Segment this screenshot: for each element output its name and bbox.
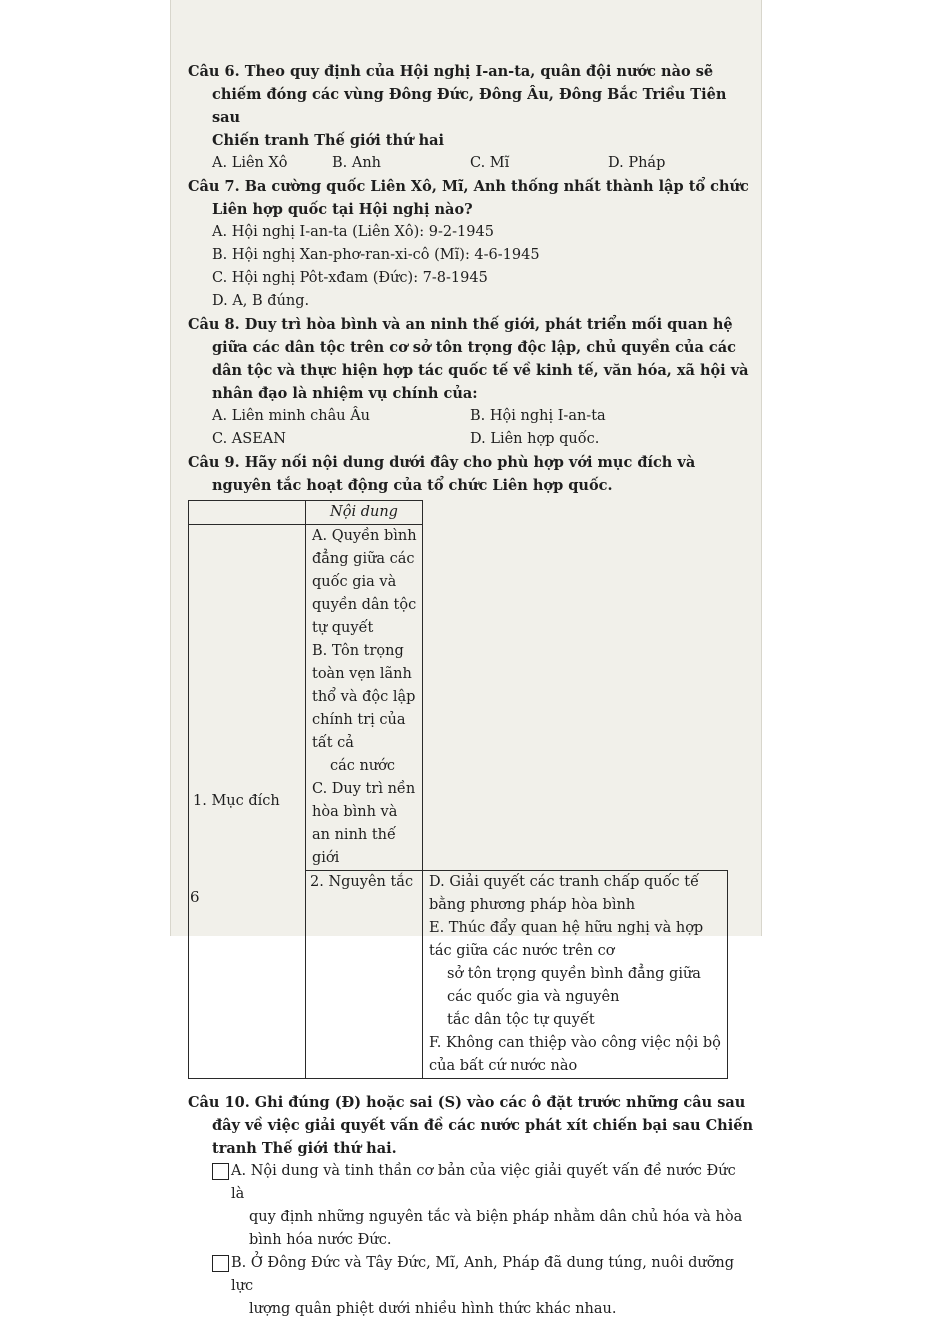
row-b-line: các nước: [330, 758, 396, 774]
question-9-title-line: Câu 9. Hãy nối nội dung dưới đây cho phù hợp với mục đích và: [188, 454, 696, 471]
question-10: [188, 1091, 753, 1321]
matching-table: [188, 500, 728, 1079]
question-7-option-a: A. Hội nghị I-an-ta (Liên Xô): 9-2-1945: [212, 224, 494, 240]
question-9-title-line: nguyên tắc hoạt động của tổ chức Liên hợp quốc.: [212, 477, 613, 494]
statement-b-text: [231, 1252, 753, 1321]
row-d-line: D. Giải quyết các tranh chấp quốc tế bằng phương pháp hòa bình: [429, 874, 699, 913]
question-8-option-d: D. Liên hợp quốc.: [470, 431, 600, 447]
left-label-principle: [306, 871, 423, 1079]
question-7-option-d: D. A, B đúng.: [212, 293, 310, 309]
question-8-option-b: B. Hội nghị I-an-ta: [470, 408, 606, 424]
table-header-row: [189, 501, 728, 525]
question-7-title: [188, 175, 753, 221]
question-6: [188, 60, 753, 175]
question-9-title: [188, 451, 753, 497]
table-row: [189, 525, 728, 871]
question-8-option-c: C. ASEAN: [212, 431, 286, 447]
question-7-title-line: Câu 7. Ba cường quốc Liên Xô, Mĩ, Anh thống nhất thành lập tổ chức: [188, 178, 749, 195]
question-6-title-line: Chiến tranh Thế giới thứ hai: [212, 132, 445, 149]
statement-a-line: quy định những nguyên tắc và biện pháp nhằm dân chủ hóa và hòa: [249, 1209, 743, 1225]
statement-b-line: B. Ở Đông Đức và Tây Đức, Mĩ, Anh, Pháp đã dung túng, nuôi dưỡng lực: [231, 1255, 735, 1294]
question-6-option-b: B. Anh: [332, 155, 382, 171]
question-9: [188, 451, 753, 1079]
question-10-title-line: Câu 10. Ghi đúng (Đ) hoặc sai (S) vào các ô đặt trước những câu sau: [188, 1094, 746, 1111]
question-6-option-c: C. Mĩ: [470, 155, 510, 171]
table-header-empty: [189, 501, 306, 525]
question-6-title: [188, 60, 753, 152]
row-e-line: E. Thúc đẩy quan hệ hữu nghị và hợp tác giữa các nước trên cơ: [429, 920, 704, 959]
table-cell-content: [306, 525, 423, 871]
row-f-line: F. Không can thiệp vào công việc nội bộ của bất cứ nước nào: [429, 1035, 721, 1074]
question-8: [188, 313, 753, 451]
page-content: [188, 60, 753, 1321]
row-e-line: tắc dân tộc tự quyết: [447, 1012, 595, 1028]
table-cell-content: [423, 871, 728, 1079]
question-10-title-line: đây về việc giải quyết vấn đề các nước phát xít chiến bại sau Chiến: [212, 1117, 753, 1134]
question-7-option-c: C. Hội nghị Pôt-xđam (Đức): 7-8-1945: [212, 270, 488, 286]
question-6-option-a: A. Liên Xô: [212, 155, 288, 171]
page-number: 6: [190, 888, 200, 906]
question-6-option-d: D. Pháp: [608, 155, 666, 171]
statement-b: [188, 1252, 753, 1321]
question-8-title-line: dân tộc và thực hiện hợp tác quốc tế về kinh tế, văn hóa, xã hội và: [212, 362, 749, 379]
row-c-line: C. Duy trì nền hòa bình và an ninh thế giới: [312, 781, 416, 866]
question-8-title-line: nhân đạo là nhiệm vụ chính của:: [212, 385, 478, 402]
question-8-title-line: giữa các dân tộc trên cơ sở tôn trọng độc lập, chủ quyền của các: [212, 339, 736, 356]
statement-a: [188, 1160, 753, 1252]
question-6-title-line: Câu 6. Theo quy định của Hội nghị I-an-ta, quân đội nước nào sẽ: [188, 63, 714, 80]
question-6-options: [188, 152, 753, 175]
statement-a-line: bình hóa nước Đức.: [249, 1232, 392, 1248]
question-8-title-line: Câu 8. Duy trì hòa bình và an ninh thế giới, phát triển mối quan hệ: [188, 316, 733, 333]
row-a-line: A. Quyền bình đẳng giữa các quốc gia và quyền dân tộc tự quyết: [312, 528, 417, 636]
question-10-title: [188, 1091, 753, 1160]
statement-a-checkbox[interactable]: [212, 1163, 229, 1180]
left-label-principle-text: 2. Nguyên tắc: [310, 874, 414, 890]
statement-b-checkbox[interactable]: [212, 1255, 229, 1272]
question-7-title-line: Liên hợp quốc tại Hội nghị nào?: [212, 201, 473, 218]
table-header-content: Nội dung: [306, 501, 423, 525]
statement-a-line: A. Nội dung và tinh thần cơ bản của việc giải quyết vấn đề nước Đức là: [231, 1163, 736, 1202]
question-8-title: [188, 313, 753, 405]
question-7-option-b: B. Hội nghị Xan-phơ-ran-xi-cô (Mĩ): 4-6-1945: [212, 247, 540, 263]
question-10-title-line: tranh Thế giới thứ hai.: [212, 1140, 397, 1157]
row-b-line: B. Tôn trọng toàn vẹn lãnh thổ và độc lập chính trị của tất cả: [312, 643, 416, 751]
statement-a-text: [231, 1160, 753, 1252]
statement-b-line: lượng quân phiệt dưới nhiều hình thức khác nhau.: [249, 1301, 617, 1317]
left-label-purpose: 1. Mục đích: [189, 525, 306, 1079]
question-8-options: [188, 405, 753, 451]
question-8-option-a: A. Liên minh châu Âu: [212, 408, 371, 424]
question-6-title-line: chiếm đóng các vùng Đông Đức, Đông Âu, Đông Bắc Triều Tiên sau: [212, 86, 727, 126]
question-7: [188, 175, 753, 313]
row-e-line: sở tôn trọng quyền bình đẳng giữa các quốc gia và nguyên: [447, 966, 701, 1005]
